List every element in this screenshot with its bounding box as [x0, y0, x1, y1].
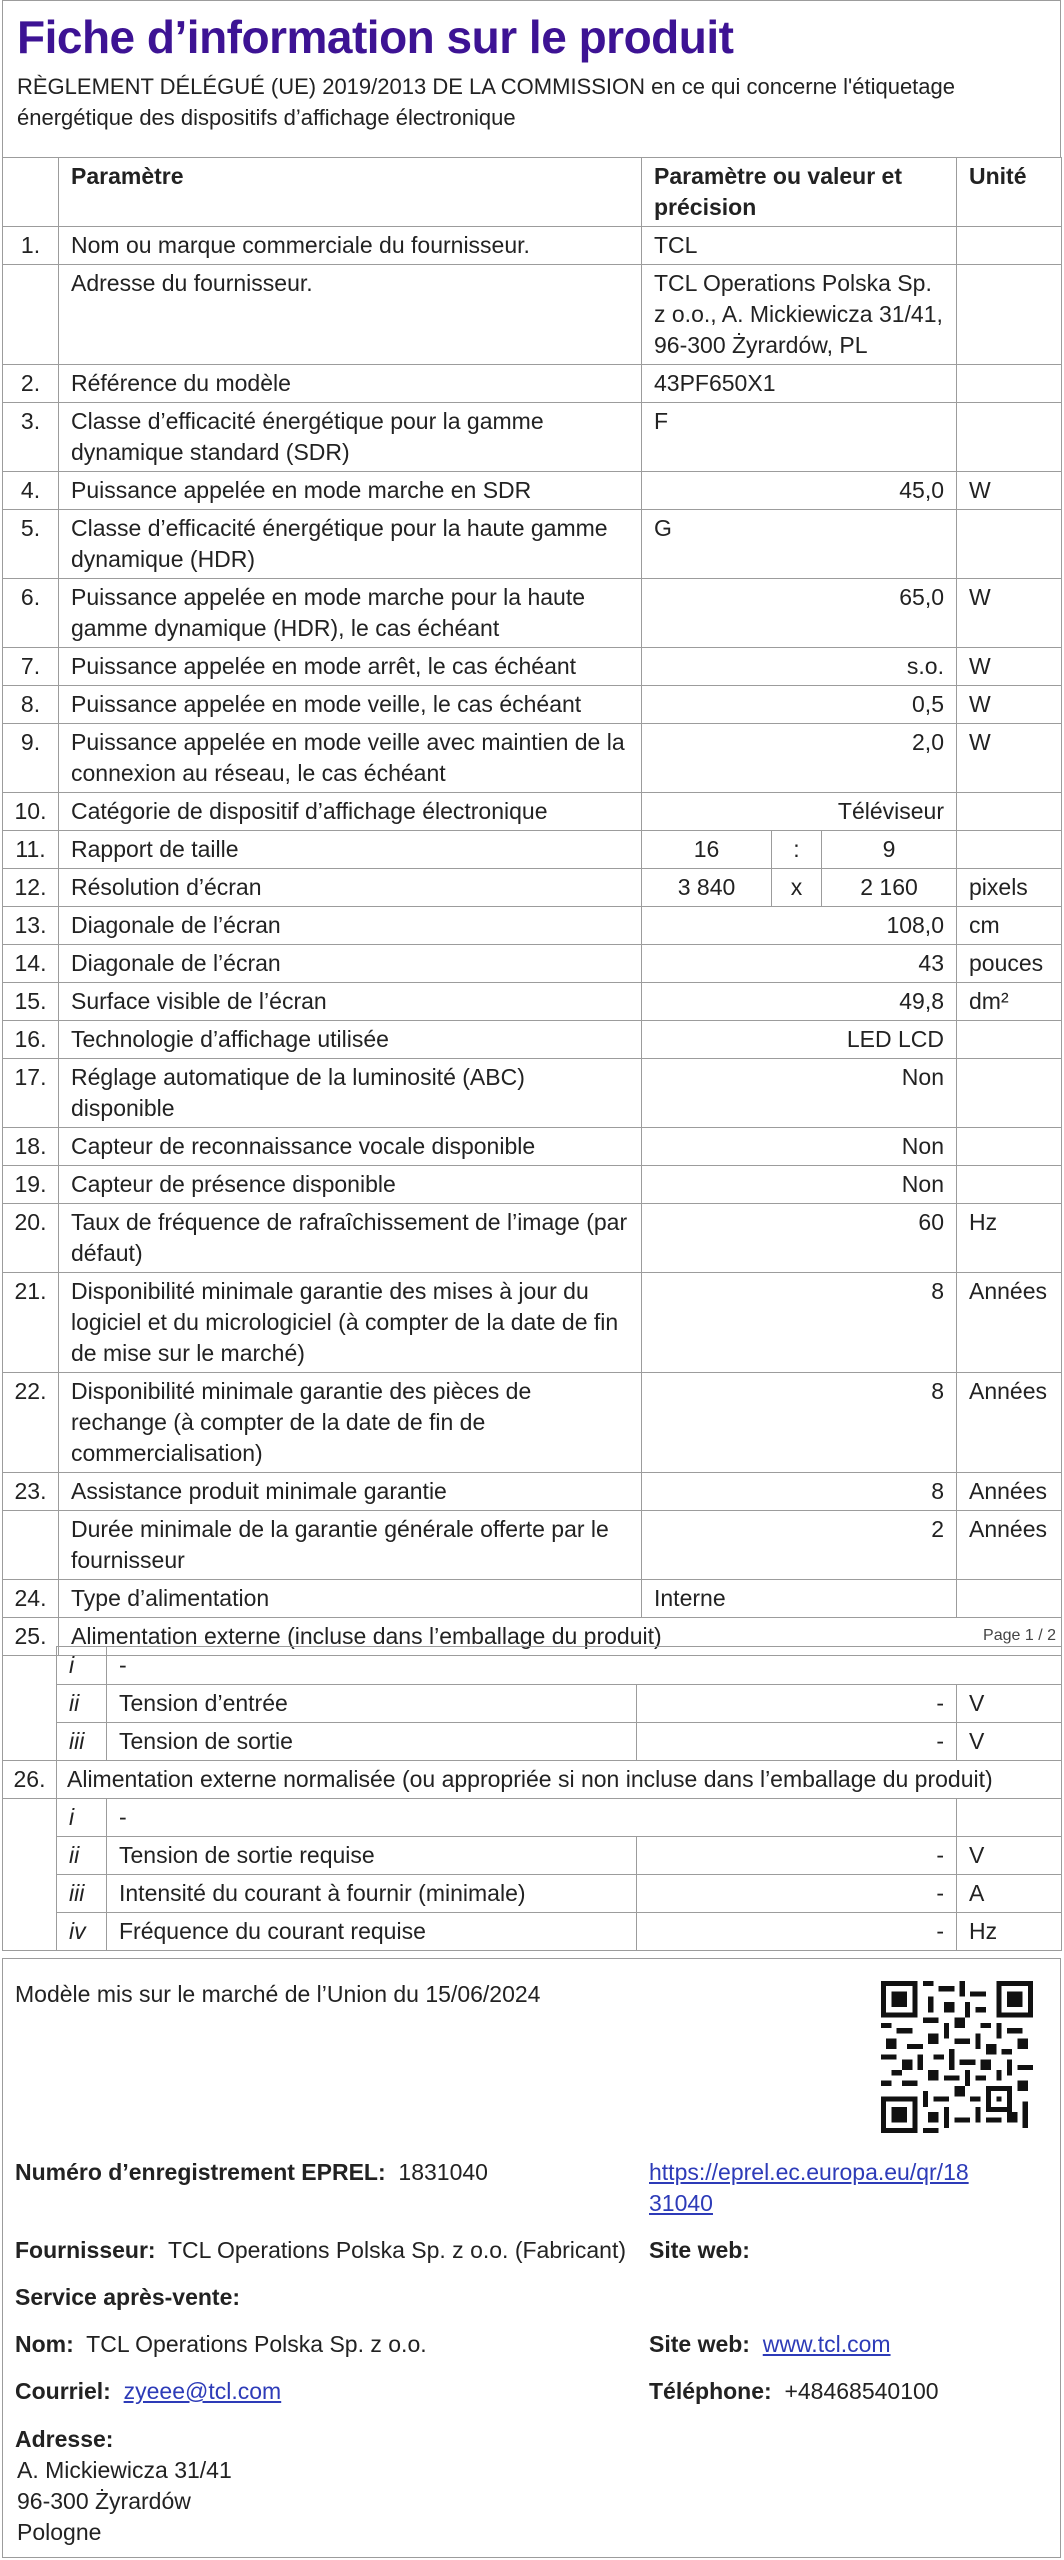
row-label: Capteur de présence disponible [59, 1166, 642, 1204]
sub-row [3, 1875, 1062, 1913]
table-row [3, 831, 1062, 869]
row-label: Puissance appelée en mode marche pour la haute gamme dynamique (HDR), le cas échéant [59, 579, 642, 648]
row-label: Capteur de reconnaissance vocale disponible [59, 1128, 642, 1166]
table-row [3, 365, 1062, 403]
row-value: 8 [642, 1473, 957, 1511]
row-number: 26. [3, 1761, 57, 1799]
row-unit: Années [957, 1273, 1062, 1373]
supplier-value: TCL Operations Polska Sp. z o.o. (Fabricant) [167, 2237, 627, 2263]
sub-value: - [637, 1913, 957, 1951]
row-unit: W [957, 579, 1062, 648]
eprel-number: 1831040 [398, 2159, 488, 2185]
row-number: 20. [3, 1204, 59, 1273]
row-number: 8. [3, 686, 59, 724]
supplier-label: Fournisseur: [15, 2237, 156, 2263]
row-value: TCL Operations Polska Sp. z o.o., A. Mickiewicza 31/41, 96-300 Żyrardów, PL [642, 265, 957, 365]
table-row [3, 793, 1062, 831]
row-number: 25. [3, 1618, 59, 1656]
row-label: Disponibilité minimale garantie des pièces de rechange (à compter de la date de fin de commercialisation) [59, 1373, 642, 1473]
header-unit: Unité [957, 158, 1062, 227]
table-row [3, 648, 1062, 686]
table-row [3, 983, 1062, 1021]
eprel-url-line-2[interactable]: 31040 [649, 2190, 713, 2216]
table-row [3, 1273, 1062, 1373]
row-number: 15. [3, 983, 59, 1021]
website-label: Site web: [649, 2237, 750, 2263]
row-label: Alimentation externe (incluse dans l’emballage du produit) [59, 1618, 1062, 1656]
row-number: 6. [3, 579, 59, 648]
row-label: Rapport de taille [59, 831, 642, 869]
row-value: LED LCD [642, 1021, 957, 1059]
sub-row [3, 1685, 1062, 1723]
sub-unit: Hz [957, 1913, 1062, 1951]
row-number: 16. [3, 1021, 59, 1059]
row-number: 1. [3, 227, 59, 265]
header-param: Paramètre [59, 158, 642, 227]
row-unit: W [957, 686, 1062, 724]
row-number: 5. [3, 510, 59, 579]
row-unit: Années [957, 1511, 1062, 1580]
table-row [3, 1761, 1062, 1799]
phone-line [649, 2376, 939, 2407]
row-label: Adresse du fournisseur. [59, 265, 642, 365]
table-row [3, 1204, 1062, 1273]
row-unit: pouces [957, 945, 1062, 983]
table-row [3, 1128, 1062, 1166]
row-label: Classe d’efficacité énergétique pour la gamme dynamique standard (SDR) [59, 403, 642, 472]
service-website-line [649, 2329, 891, 2360]
row-label: Type d’alimentation [59, 1580, 642, 1618]
address-line-1: A. Mickiewicza 31/41 [17, 2457, 232, 2483]
row-unit: W [957, 724, 1062, 793]
table-row [3, 1473, 1062, 1511]
sub-index: iii [57, 1723, 107, 1761]
row-label: Puissance appelée en mode veille, le cas échéant [59, 686, 642, 724]
phone-value: +48468540100 [784, 2378, 939, 2404]
row-value: Téléviseur [642, 793, 957, 831]
row-value: 43PF650X1 [642, 365, 957, 403]
row-label: Alimentation externe normalisée (ou appropriée si non incluse dans l’emballage du produit) [57, 1761, 1062, 1799]
row-unit: cm [957, 907, 1062, 945]
table-row [3, 472, 1062, 510]
table-row [3, 579, 1062, 648]
address-label: Adresse: [15, 2426, 114, 2452]
row-value: F [642, 403, 957, 472]
qr-code-icon[interactable] [881, 1981, 1033, 2133]
row-label: Résolution d’écran [59, 869, 642, 907]
row-label: Nom ou marque commerciale du fournisseur. [59, 227, 642, 265]
sub-index: ii [57, 1685, 107, 1723]
supplier-line [15, 2235, 626, 2266]
table-row [3, 1580, 1062, 1618]
row-label: Technologie d’affichage utilisée [59, 1021, 642, 1059]
row-number: 12. [3, 869, 59, 907]
product-spec-table [2, 157, 1062, 1656]
row-number: 3. [3, 403, 59, 472]
table-row [3, 869, 1062, 907]
table-row [3, 265, 1062, 365]
sub-index: i [57, 1799, 107, 1837]
sub-label: Tension de sortie requise [107, 1837, 637, 1875]
table-row [3, 1511, 1062, 1580]
table-row [3, 1373, 1062, 1473]
sub-label: - [107, 1647, 1062, 1685]
table-row [3, 945, 1062, 983]
row-number: 19. [3, 1166, 59, 1204]
table-header-row [3, 158, 1062, 227]
address-line-3: Pologne [17, 2519, 102, 2545]
row-unit: pixels [957, 869, 1062, 907]
sub-unit: V [957, 1723, 1062, 1761]
row-number: 14. [3, 945, 59, 983]
row-unit: Hz [957, 1204, 1062, 1273]
ratio-height: 9 [822, 831, 957, 869]
supplier-info-box [2, 1958, 1061, 2558]
resolution-height: 2 160 [822, 869, 957, 907]
phone-label: Téléphone: [649, 2378, 772, 2404]
row-label: Durée minimale de la garantie générale offerte par le fournisseur [59, 1511, 642, 1580]
website2-label: Site web: [649, 2331, 750, 2357]
sub-value: - [637, 1875, 957, 1913]
row-unit: W [957, 648, 1062, 686]
row-number: 4. [3, 472, 59, 510]
row-label: Référence du modèle [59, 365, 642, 403]
row-label: Réglage automatique de la luminosité (ABC) disponible [59, 1059, 642, 1128]
row-value: Non [642, 1166, 957, 1204]
row-number: 2. [3, 365, 59, 403]
row-label: Disponibilité minimale garantie des mises à jour du logiciel et du micrologiciel (à compter de la date de fin de mise sur le marché) [59, 1273, 642, 1373]
row-number: 18. [3, 1128, 59, 1166]
row-number: 11. [3, 831, 59, 869]
table-row [3, 403, 1062, 472]
service-label: Service après-vente: [15, 2284, 241, 2310]
eprel-link[interactable] [649, 2157, 969, 2219]
row-value: 65,0 [642, 579, 957, 648]
row-value: TCL [642, 227, 957, 265]
sub-index: i [57, 1647, 107, 1685]
row-value: 43 [642, 945, 957, 983]
website-link[interactable]: www.tcl.com [762, 2331, 891, 2357]
row-label: Taux de fréquence de rafraîchissement de l’image (par défaut) [59, 1204, 642, 1273]
sub-row [3, 1799, 1062, 1837]
row-unit: dm² [957, 983, 1062, 1021]
name-label: Nom: [15, 2331, 74, 2357]
ratio-width: 16 [642, 831, 772, 869]
row-unit: W [957, 472, 1062, 510]
page-title: Fiche d’information sur le produit [17, 11, 734, 63]
sub-row [3, 1913, 1062, 1951]
resolution-width: 3 840 [642, 869, 772, 907]
row-label: Puissance appelée en mode veille avec maintien de la connexion au réseau, le cas échéant [59, 724, 642, 793]
row-value: Interne [642, 1580, 957, 1618]
sub-label: Fréquence du courant requise [107, 1913, 637, 1951]
row-label: Surface visible de l’écran [59, 983, 642, 1021]
row-value: Non [642, 1128, 957, 1166]
table-row [3, 907, 1062, 945]
sub-unit: V [957, 1837, 1062, 1875]
header-block [2, 0, 1061, 157]
row-value: G [642, 510, 957, 579]
row-value: 8 [642, 1273, 957, 1373]
row-value: 49,8 [642, 983, 957, 1021]
table-row [3, 1021, 1062, 1059]
table-row [3, 686, 1062, 724]
row-number: 9. [3, 724, 59, 793]
mail-label: Courriel: [15, 2378, 111, 2404]
row-value: 0,5 [642, 686, 957, 724]
ratio-separator: : [772, 831, 822, 869]
table-row [3, 510, 1062, 579]
sub-row [3, 1723, 1062, 1761]
row-label: Assistance produit minimale garantie [59, 1473, 642, 1511]
row-label: Classe d’efficacité énergétique pour la haute gamme dynamique (HDR) [59, 510, 642, 579]
row-number: 24. [3, 1580, 59, 1618]
address-line-2: 96-300 Żyrardów [17, 2488, 191, 2514]
eprel-line [15, 2157, 488, 2188]
row-number: 22. [3, 1373, 59, 1473]
mail-line [15, 2376, 281, 2407]
row-number: 7. [3, 648, 59, 686]
name-line [15, 2329, 427, 2360]
sub-value: - [637, 1837, 957, 1875]
sub-unit: V [957, 1685, 1062, 1723]
row-number: 13. [3, 907, 59, 945]
name-value: TCL Operations Polska Sp. z o.o. [86, 2331, 427, 2357]
row-label: Diagonale de l’écran [59, 907, 642, 945]
resolution-separator: x [772, 869, 822, 907]
row-value: 2 [642, 1511, 957, 1580]
table-row [3, 1059, 1062, 1128]
row-value: 2,0 [642, 724, 957, 793]
table-row [3, 724, 1062, 793]
row-number: 17. [3, 1059, 59, 1128]
sub-label: Intensité du courant à fournir (minimale) [107, 1875, 637, 1913]
row-number: 21. [3, 1273, 59, 1373]
row-number: 23. [3, 1473, 59, 1511]
row-label: Puissance appelée en mode arrêt, le cas échéant [59, 648, 642, 686]
row-label: Puissance appelée en mode marche en SDR [59, 472, 642, 510]
sub-label: Tension d’entrée [107, 1685, 637, 1723]
table-row [3, 227, 1062, 265]
row-value: 45,0 [642, 472, 957, 510]
row-label: Diagonale de l’écran [59, 945, 642, 983]
row-unit: Années [957, 1373, 1062, 1473]
row-label: Catégorie de dispositif d’affichage électronique [59, 793, 642, 831]
row-value: 60 [642, 1204, 957, 1273]
sub-row [3, 1647, 1062, 1685]
power-supply-table [2, 1646, 1062, 1951]
regulation-subtitle: RÈGLEMENT DÉLÉGUÉ (UE) 2019/2013 DE LA COMMISSION en ce qui concerne l'étiquetage énergétique des dispositifs d’affichage électronique [17, 74, 955, 130]
row-value: Non [642, 1059, 957, 1128]
page-number: Page 1 / 2 [983, 1627, 1056, 1644]
sub-index: iii [57, 1875, 107, 1913]
sub-unit: A [957, 1875, 1062, 1913]
row-value: 108,0 [642, 907, 957, 945]
market-date: Modèle mis sur le marché de l’Union du 15/06/2024 [15, 1981, 541, 2007]
sub-row [3, 1837, 1062, 1875]
row-value: s.o. [642, 648, 957, 686]
header-value: Paramètre ou valeur et précision [642, 158, 957, 227]
sub-label: - [107, 1799, 957, 1837]
sub-index: ii [57, 1837, 107, 1875]
row-unit: Années [957, 1473, 1062, 1511]
row-value: 8 [642, 1373, 957, 1473]
sub-value: - [637, 1685, 957, 1723]
email-link[interactable]: zyeee@tcl.com [123, 2378, 282, 2404]
sub-value: - [637, 1723, 957, 1761]
eprel-url-line-1[interactable]: https://eprel.ec.europa.eu/qr/18 [649, 2159, 969, 2185]
eprel-label: Numéro d’enregistrement EPREL: [15, 2159, 386, 2185]
sub-label: Tension de sortie [107, 1723, 637, 1761]
table-row [3, 1166, 1062, 1204]
row-number: 10. [3, 793, 59, 831]
sub-index: iv [57, 1913, 107, 1951]
